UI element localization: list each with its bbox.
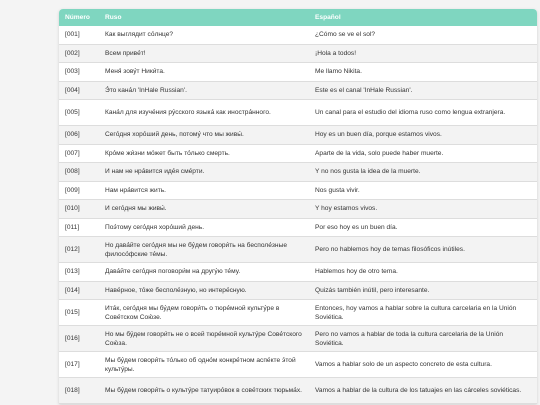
cell-number: [017] [59, 352, 99, 378]
cell-spanish: Entonces, hoy vamos a hablar sobre la cultura carcelaria en la Unión Soviética. [309, 300, 537, 326]
table-row [59, 281, 537, 300]
table-row [59, 126, 537, 145]
cell-russian: Дава́йте сего́дня поговори́м на другу́ю те́му. [99, 263, 309, 282]
cell-russian: Ита́к, сего́дня мы бу́дем говори́ть о тюре́мной культу́ре в Сове́тском Сою́зе. [99, 300, 309, 326]
cell-spanish: Hablemos hoy de otro tema. [309, 263, 537, 282]
header-row [59, 9, 537, 26]
cell-russian: Мы бу́дем говори́ть то́лько об одно́м конкре́тном аспе́кте э́той культу́ры. [99, 352, 309, 378]
table-row [59, 26, 537, 44]
cell-number: [013] [59, 263, 99, 282]
table-row [59, 144, 537, 163]
table-row [59, 237, 537, 263]
table-row [59, 200, 537, 219]
cell-russian: Всем приве́т! [99, 44, 309, 63]
cell-spanish: Y hoy estamos vivos. [309, 200, 537, 219]
cell-russian: Но дава́йте сего́дня мы не бу́дем говори́ть на бесполе́зные филосо́фские те́мы. [99, 237, 309, 263]
cell-number: [007] [59, 144, 99, 163]
cell-number: [001] [59, 26, 99, 44]
cell-spanish: Nos gusta vivir. [309, 181, 537, 200]
table-body [59, 26, 537, 404]
cell-russian: И сего́дня мы живы́. [99, 200, 309, 219]
table-row [59, 378, 537, 404]
cell-russian: Кро́ме жи́зни мо́жет быть то́лько смерть. [99, 144, 309, 163]
cell-number: [010] [59, 200, 99, 219]
cell-spanish: ¿Cómo se ve el sol? [309, 26, 537, 44]
cell-number: [015] [59, 300, 99, 326]
cell-number: [008] [59, 163, 99, 182]
phrase-table-container [59, 9, 537, 404]
cell-russian: Меня́ зову́т Ники́та. [99, 63, 309, 82]
table-row [59, 218, 537, 237]
table-row [59, 63, 537, 82]
table-row [59, 326, 537, 352]
header-russian[interactable]: Ruso [105, 14, 122, 21]
cell-number: [018] [59, 378, 99, 404]
cell-number: [003] [59, 63, 99, 82]
cell-spanish: Por eso hoy es un buen día. [309, 218, 537, 237]
cell-russian: Поэ́тому сего́дня хоро́ший день. [99, 218, 309, 237]
header-number[interactable]: Número [65, 14, 90, 21]
table-row [59, 181, 537, 200]
table-row [59, 44, 537, 63]
cell-number: [002] [59, 44, 99, 63]
cell-russian: Мы бу́дем говори́ть о культу́ре татуиро́вок в сове́тских тюрьма́х. [99, 378, 309, 404]
cell-russian: Сего́дня хоро́ший день, потому́ что мы живы́. [99, 126, 309, 145]
cell-spanish: Me llamo Nikita. [309, 63, 537, 82]
cell-russian: Нам нра́вится жить. [99, 181, 309, 200]
cell-number: [016] [59, 326, 99, 352]
header-spanish[interactable]: Español [315, 14, 341, 21]
cell-number: [011] [59, 218, 99, 237]
cell-number: [006] [59, 126, 99, 145]
cell-russian: Как выглядит со́лнце? [99, 26, 309, 44]
table-row [59, 352, 537, 378]
cell-spanish: Vamos a hablar solo de un aspecto concreto de esta cultura. [309, 352, 537, 378]
cell-number: [005] [59, 100, 99, 126]
table-row [59, 163, 537, 182]
cell-spanish: Pero no vamos a hablar de toda la cultura carcelaria de la Unión Soviética. [309, 326, 537, 352]
cell-spanish: Vamos a hablar de la cultura de los tatuajes en las cárceles soviéticas. [309, 378, 537, 404]
table-row [59, 100, 537, 126]
cell-number: [009] [59, 181, 99, 200]
cell-russian: Кана́л для изуче́ния ру́сского языка́ как иностра́нного. [99, 100, 309, 126]
cell-spanish: Pero no hablemos hoy de temas filosóficos inútiles. [309, 237, 537, 263]
cell-number: [012] [59, 237, 99, 263]
cell-russian: Наве́рное, то́же бесполе́зную, но интере́сную. [99, 281, 309, 300]
cell-spanish: Quizás también inútil, pero interesante. [309, 281, 537, 300]
table-row [59, 263, 537, 282]
cell-russian: Э́то кана́л 'InHale Russian'. [99, 81, 309, 100]
cell-spanish: Este es el canal 'InHale Russian'. [309, 81, 537, 100]
cell-number: [004] [59, 81, 99, 100]
table-row [59, 300, 537, 326]
cell-russian: И нам не нра́вится иде́я сме́рти. [99, 163, 309, 182]
cell-number: [014] [59, 281, 99, 300]
cell-spanish: Aparte de la vida, solo puede haber muerte. [309, 144, 537, 163]
table-header [59, 9, 537, 26]
phrase-table [59, 9, 537, 404]
cell-spanish: Hoy es un buen día, porque estamos vivos. [309, 126, 537, 145]
cell-spanish: Un canal para el estudio del idioma ruso como lengua extranjera. [309, 100, 537, 126]
cell-spanish: Y no nos gusta la idea de la muerte. [309, 163, 537, 182]
cell-russian: Но мы бу́дем говори́ть не о всей тюре́мной культу́ре Сове́тского Сою́за. [99, 326, 309, 352]
table-row [59, 81, 537, 100]
cell-spanish: ¡Hola a todos! [309, 44, 537, 63]
